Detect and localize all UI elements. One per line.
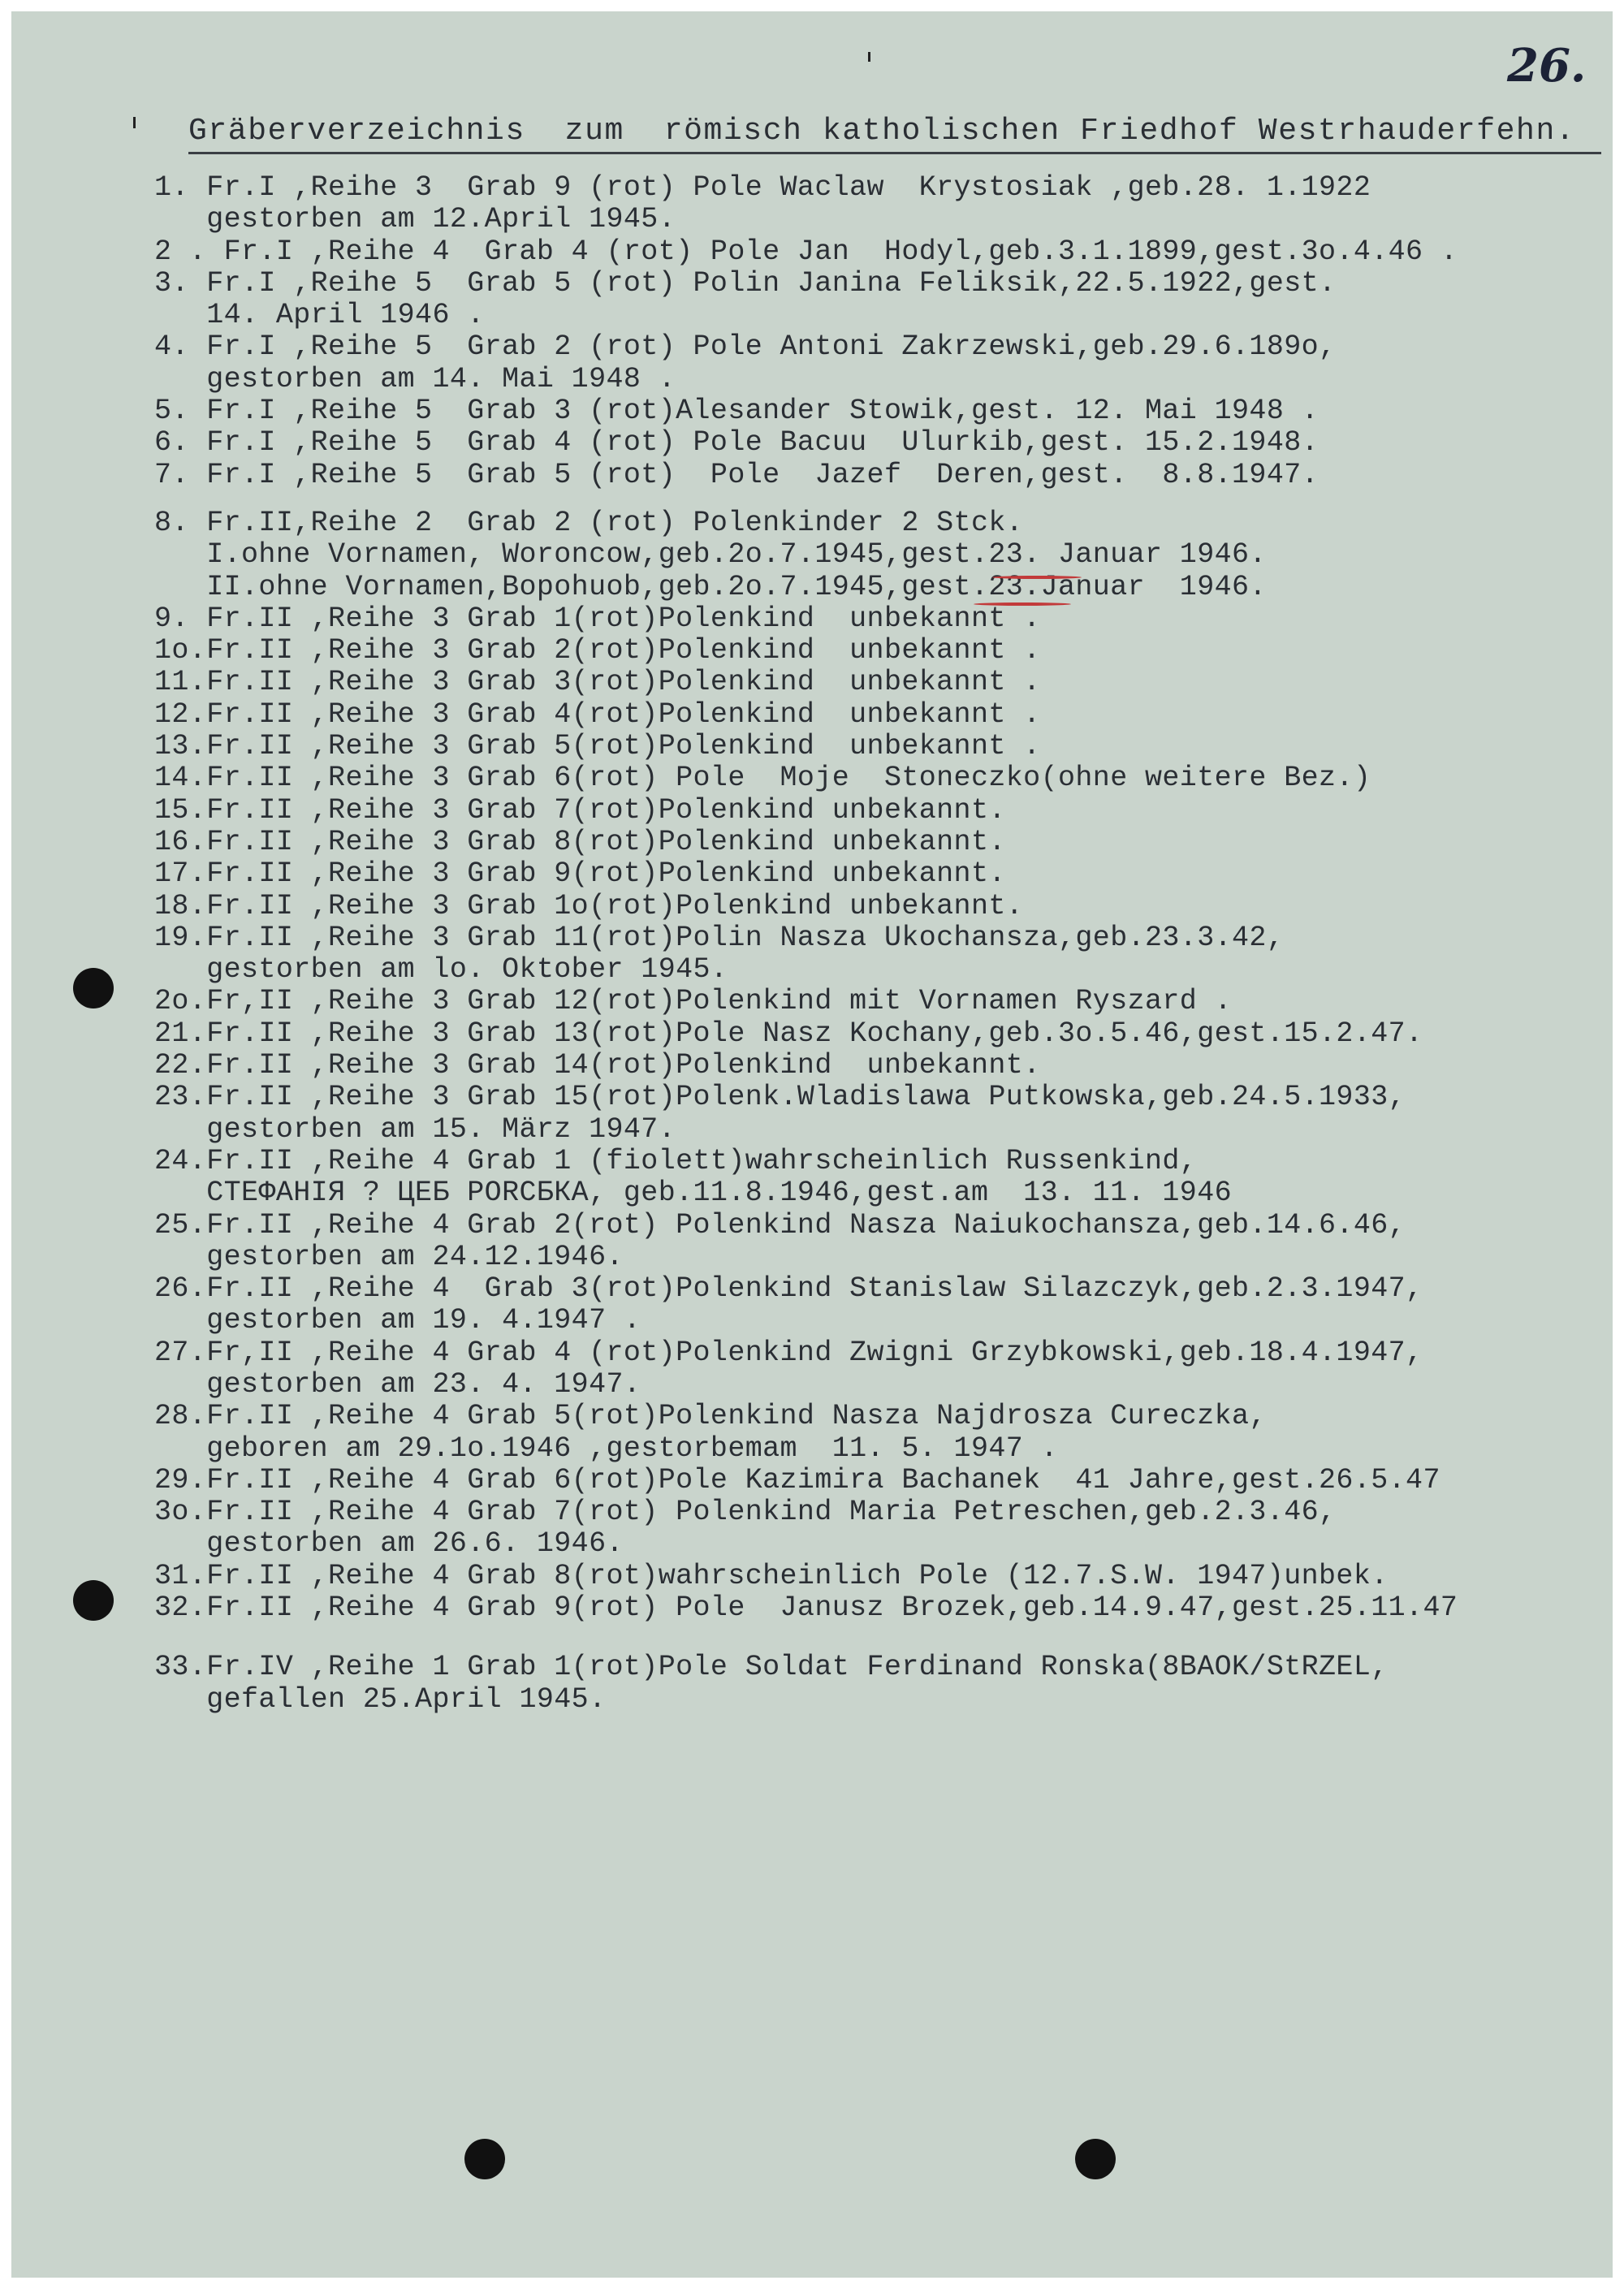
punch-hole — [1075, 2139, 1116, 2179]
entry-line: 27.Fr,II ,Reihe 4 Grab 4 (rot)Polenkind Zwigni Grzybkowski,geb.18.4.1947, — [154, 1336, 1423, 1369]
punch-hole — [73, 1580, 114, 1621]
document-sheet — [11, 11, 1613, 2278]
entry-line: 16.Fr.II ,Reihe 3 Grab 8(rot)Polenkind unbekannt. — [154, 825, 1006, 858]
entry-line: gestorben am 15. März 1947. — [154, 1112, 676, 1146]
punch-hole — [464, 2139, 505, 2179]
entry-line: 2 . Fr.I ,Reihe 4 Grab 4 (rot) Pole Jan Hodyl,geb.3.1.1899,gest.3o.4.46 . — [154, 235, 1458, 268]
grave-entry-list — [154, 172, 1616, 1716]
entry-line: 33.Fr.IV ,Reihe 1 Grab 1(rot)Pole Soldat Ferdinand Ronska(8BAOK/StRZEL, — [154, 1651, 1389, 1684]
entry-line: 5. Fr.I ,Reihe 5 Grab 3 (rot)Alesander Stowik,gest. 12. Mai 1948 . — [154, 395, 1320, 428]
entry-line: 19.Fr.II ,Reihe 3 Grab 11(rot)Polin Nasza Ukochansza,geb.23.3.42, — [154, 921, 1285, 954]
entry-line: 4. Fr.I ,Reihe 5 Grab 2 (rot) Pole Antoni Zakrzewski,geb.29.6.189o, — [154, 330, 1337, 364]
entry-line: 25.Fr.II ,Reihe 4 Grab 2(rot) Polenkind Nasza Naiukochansza,geb.14.6.46, — [154, 1208, 1406, 1242]
entry-line: 9. Fr.II ,Reihe 3 Grab 1(rot)Polenkind unbekannt . — [154, 602, 1041, 635]
entry-line: 6. Fr.I ,Reihe 5 Grab 4 (rot) Pole Bacuu Ulurkib,gest. 15.2.1948. — [154, 426, 1320, 460]
entry-line: gestorben am 12.April 1945. — [154, 203, 676, 236]
entry-line: geboren am 29.1o.1946 ,gestorbemam 11. 5. 1947 . — [154, 1432, 1058, 1465]
entry-line: gestorben am 26.6. 1946. — [154, 1527, 624, 1561]
entry-line: 1o.Fr.II ,Reihe 3 Grab 2(rot)Polenkind unbekannt . — [154, 634, 1041, 667]
red-underline-mark — [974, 602, 1071, 606]
entry-line: gefallen 25.April 1945. — [154, 1682, 607, 1716]
entry-line: 13.Fr.II ,Reihe 3 Grab 5(rot)Polenkind unbekannt . — [154, 730, 1041, 763]
entry-line: СТЕФАНІЯ ? ЦЕБ PORCБКА, geb.11.8.1946,gest.am 13. 11. 1946 — [154, 1177, 1233, 1210]
margin-tick-mark — [868, 52, 870, 62]
entry-line: 26.Fr.II ,Reihe 4 Grab 3(rot)Polenkind Stanislaw Silazczyk,geb.2.3.1947, — [154, 1272, 1423, 1306]
entry-line: 23.Fr.II ,Reihe 3 Grab 15(rot)Polenk.Wladislawa Putkowska,geb.24.5.1933, — [154, 1081, 1406, 1114]
entry-line: 18.Fr.II ,Reihe 3 Grab 1o(rot)Polenkind unbekannt. — [154, 889, 1024, 922]
entry-line: 21.Fr.II ,Reihe 3 Grab 13(rot)Pole Nasz Kochany,geb.3o.5.46,gest.15.2.47. — [154, 1017, 1423, 1050]
section-gap — [154, 491, 1616, 507]
red-underline-mark — [992, 576, 1082, 579]
entry-line: 7. Fr.I ,Reihe 5 Grab 5 (rot) Pole Jazef Deren,gest. 8.8.1947. — [154, 458, 1320, 491]
entry-line: 8. Fr.II,Reihe 2 Grab 2 (rot) Polenkinder 2 Stck. — [154, 506, 1024, 539]
entry-line: 24.Fr.II ,Reihe 4 Grab 1 (fiolett)wahrscheinlich Russenkind, — [154, 1144, 1198, 1177]
entry-line: I.ohne Vornamen, Woroncow,geb.2o.7.1945,gest.23. Januar 1946. — [154, 538, 1267, 572]
entry-line: 31.Fr.II ,Reihe 4 Grab 8(rot)wahrscheinlich Pole (12.7.S.W. 1947)unbek. — [154, 1559, 1389, 1592]
section-gap — [154, 1624, 1616, 1652]
entry-line: 22.Fr.II ,Reihe 3 Grab 14(rot)Polenkind unbekannt. — [154, 1049, 1041, 1082]
entry-line: 32.Fr.II ,Reihe 4 Grab 9(rot) Pole Janusz Brozek,geb.14.9.47,gest.25.11.47 — [154, 1592, 1458, 1625]
page-number: 26. — [1507, 39, 1587, 93]
entry-line: 29.Fr.II ,Reihe 4 Grab 6(rot)Pole Kazimira Bachanek 41 Jahre,gest.26.5.47 — [154, 1463, 1440, 1496]
entry-line: gestorben am 24.12.1946. — [154, 1240, 624, 1273]
entry-line: 28.Fr.II ,Reihe 4 Grab 5(rot)Polenkind Nasza Najdrosza Cureczka, — [154, 1400, 1267, 1433]
entry-line: 11.Fr.II ,Reihe 3 Grab 3(rot)Polenkind unbekannt . — [154, 666, 1041, 699]
entry-line: 17.Fr.II ,Reihe 3 Grab 9(rot)Polenkind unbekannt. — [154, 857, 1006, 891]
entry-line: 14.Fr.II ,Reihe 3 Grab 6(rot) Pole Moje Stoneczko(ohne weitere Bez.) — [154, 762, 1371, 795]
punch-hole — [73, 968, 114, 1008]
entry-line: gestorben am 23. 4. 1947. — [154, 1367, 641, 1401]
entry-line: gestorben am 19. 4.1947 . — [154, 1304, 641, 1337]
entry-line: gestorben am 14. Mai 1948 . — [154, 362, 676, 395]
entry-line: 3o.Fr.II ,Reihe 4 Grab 7(rot) Polenkind Maria Petreschen,geb.2.3.46, — [154, 1496, 1337, 1529]
entry-line: II.ohne Vornamen,Bopohuob,geb.2o.7.1945,gest.23.Januar 1946. — [154, 570, 1267, 603]
entry-line: 1. Fr.I ,Reihe 3 Grab 9 (rot) Pole Waclaw Krystosiak ,geb.28. 1.1922 — [154, 171, 1371, 204]
document-title: Gräberverzeichnis zum römisch katholischen Friedhof Westrhauderfehn. — [188, 114, 1601, 154]
entry-line: gestorben am lo. Oktober 1945. — [154, 953, 728, 987]
entry-line: 15.Fr.II ,Reihe 3 Grab 7(rot)Polenkind unbekannt. — [154, 793, 1006, 827]
entry-line: 14. April 1946 . — [154, 299, 485, 332]
entry-line: 12.Fr.II ,Reihe 3 Grab 4(rot)Polenkind unbekannt . — [154, 697, 1041, 731]
entry-line: 2o.Fr,II ,Reihe 3 Grab 12(rot)Polenkind mit Vornamen Ryszard . — [154, 985, 1233, 1018]
margin-tick-mark — [133, 117, 136, 128]
entry-line: 3. Fr.I ,Reihe 5 Grab 5 (rot) Polin Janina Feliksik,22.5.1922,gest. — [154, 266, 1337, 300]
